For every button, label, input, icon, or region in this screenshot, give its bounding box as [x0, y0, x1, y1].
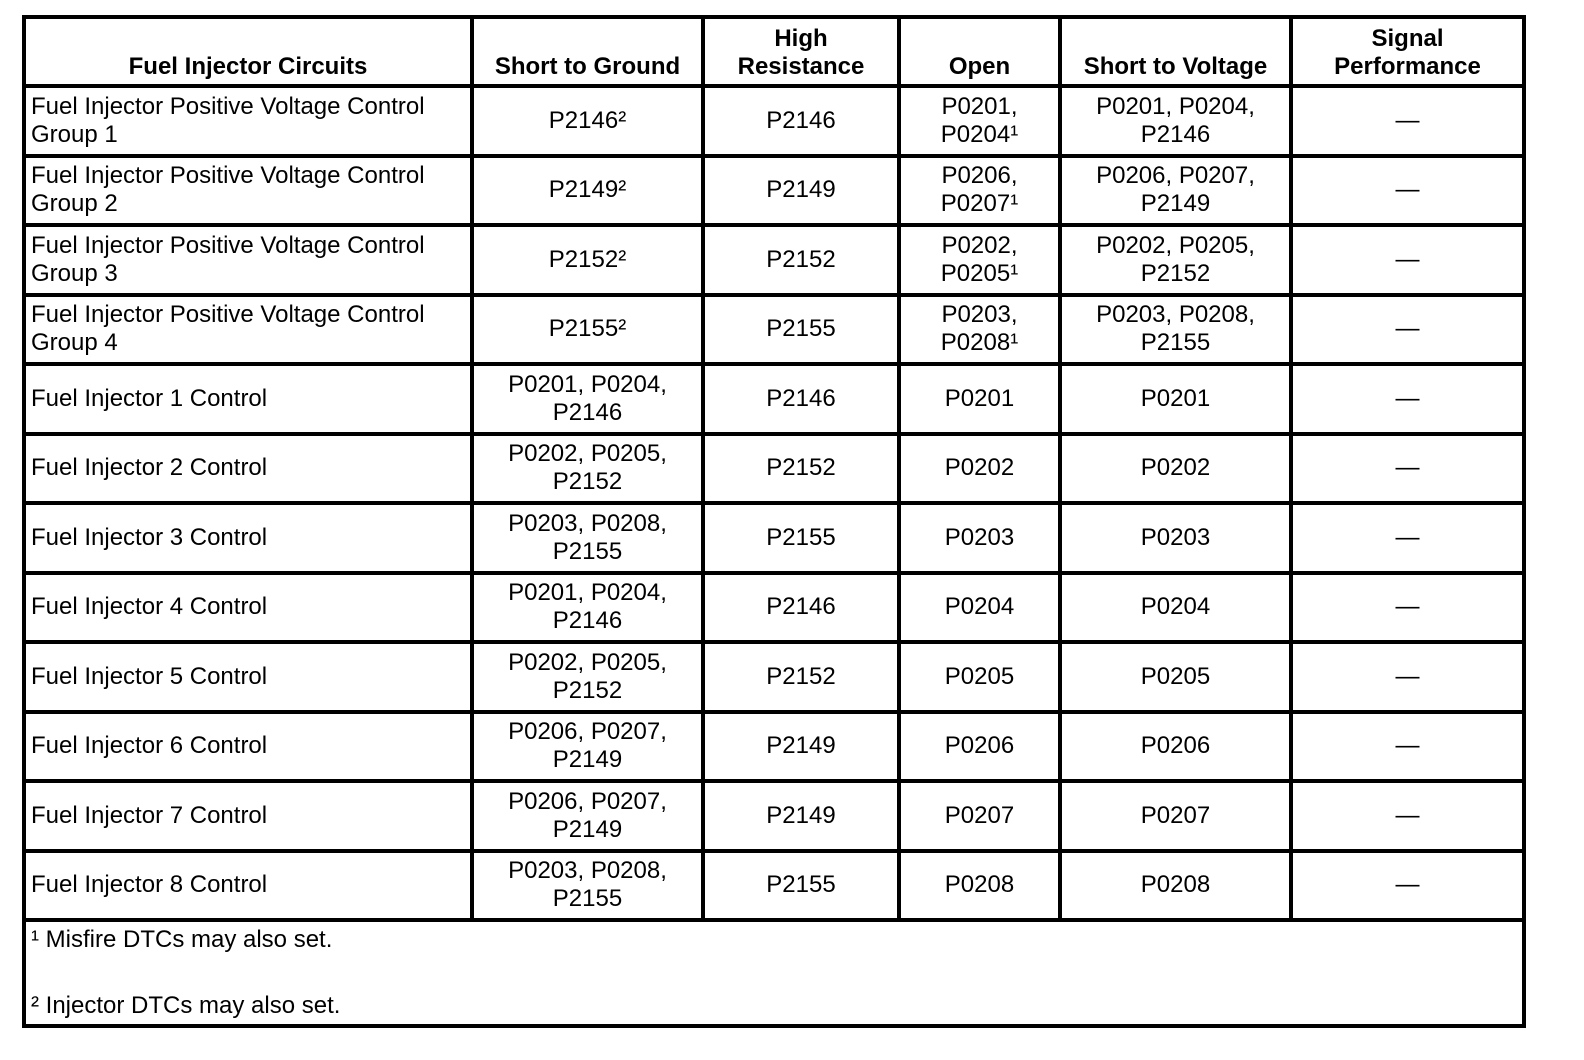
- cell-short-to-ground: [472, 573, 703, 643]
- header-row: [24, 17, 1524, 86]
- cell-circuit: [24, 156, 472, 226]
- cell-text: Fuel Injector 6 Control: [31, 732, 268, 760]
- cell-circuit: [24, 851, 472, 921]
- cell-text: P0202, P0205, P2152: [508, 440, 667, 496]
- cell-high-resistance: [703, 364, 899, 434]
- cell-text: P2152: [766, 245, 836, 273]
- cell-text: P2149: [766, 732, 836, 760]
- cell-short-to-voltage: [1060, 851, 1291, 921]
- cell-text: P2149: [766, 176, 836, 204]
- cell-short-to-ground: [472, 156, 703, 226]
- cell-signal-performance: [1291, 573, 1524, 643]
- table-row: [24, 364, 1524, 434]
- cell-signal-performance: [1291, 86, 1524, 156]
- cell-text: Fuel Injector 7 Control: [31, 801, 268, 829]
- cell-high-resistance: [703, 295, 899, 365]
- cell-circuit: [24, 86, 472, 156]
- cell-text: Fuel Injector 8 Control: [31, 871, 268, 899]
- cell-text: P0204: [1140, 593, 1211, 621]
- cell-text: —: [1395, 593, 1420, 621]
- cell-high-resistance: [703, 503, 899, 573]
- table-row: [24, 712, 1524, 782]
- cell-short-to-ground: [472, 642, 703, 712]
- cell-text: P0201, P0204, P2146: [508, 370, 667, 426]
- footnote-row: [24, 920, 1524, 1026]
- cell-text: P2155: [766, 871, 836, 899]
- cell-text: —: [1395, 523, 1420, 551]
- cell-short-to-voltage: [1060, 503, 1291, 573]
- cell-short-to-voltage: [1060, 156, 1291, 226]
- cell-text: Fuel Injector 5 Control: [31, 662, 268, 690]
- cell-text: P2146: [766, 593, 836, 621]
- cell-high-resistance: [703, 851, 899, 921]
- cell-signal-performance: [1291, 851, 1524, 921]
- cell-short-to-ground: [472, 712, 703, 782]
- cell-circuit: [24, 781, 472, 851]
- cell-text: P2146²: [548, 106, 627, 134]
- cell-signal-performance: [1291, 642, 1524, 712]
- cell-short-to-ground: [472, 295, 703, 365]
- cell-text: P2152²: [548, 245, 627, 273]
- cell-short-to-voltage: [1060, 295, 1291, 365]
- footnote-1: ¹ Misfire DTCs may also set.: [31, 926, 333, 953]
- cell-text: —: [1395, 176, 1420, 204]
- header-fuel-injector-circuits: Fuel Injector Circuits: [24, 17, 472, 86]
- cell-text: Fuel Injector Positive Voltage Control Group 3: [31, 231, 425, 287]
- cell-text: P2146: [766, 384, 836, 412]
- cell-open: [899, 503, 1060, 573]
- cell-signal-performance: [1291, 503, 1524, 573]
- cell-text: P0203: [944, 523, 1015, 551]
- cell-signal-performance: [1291, 156, 1524, 226]
- cell-text: P0206: [944, 732, 1015, 760]
- cell-text: —: [1395, 662, 1420, 690]
- cell-signal-performance: [1291, 781, 1524, 851]
- cell-text: P0208: [1140, 871, 1211, 899]
- cell-text: Fuel Injector 4 Control: [31, 593, 268, 621]
- cell-text: P0206, P0207, P2149: [508, 787, 667, 843]
- cell-text: P0204: [944, 593, 1015, 621]
- cell-signal-performance: [1291, 712, 1524, 782]
- cell-text: P2152: [766, 662, 836, 690]
- cell-circuit: [24, 642, 472, 712]
- cell-text: —: [1395, 315, 1420, 343]
- cell-short-to-voltage: [1060, 781, 1291, 851]
- cell-open: [899, 156, 1060, 226]
- cell-open: [899, 642, 1060, 712]
- cell-text: —: [1395, 245, 1420, 273]
- cell-text: P0206, P0207, P2149: [1096, 162, 1255, 218]
- cell-circuit: [24, 434, 472, 504]
- cell-text: P0206: [1140, 732, 1211, 760]
- cell-text: P0205: [1140, 662, 1211, 690]
- cell-text: P2152: [766, 454, 836, 482]
- table-row: [24, 156, 1524, 226]
- cell-text: —: [1395, 871, 1420, 899]
- cell-short-to-ground: [472, 86, 703, 156]
- footnote-spacer: [31, 954, 1517, 992]
- cell-circuit: [24, 573, 472, 643]
- cell-text: P0203, P0208, P2155: [1096, 301, 1255, 357]
- table-row: [24, 434, 1524, 504]
- header-high-resistance: High Resistance: [703, 17, 899, 86]
- table-row: [24, 851, 1524, 921]
- cell-short-to-ground: [472, 434, 703, 504]
- cell-short-to-ground: [472, 503, 703, 573]
- cell-short-to-voltage: [1060, 573, 1291, 643]
- cell-text: Fuel Injector 3 Control: [31, 523, 268, 551]
- cell-text: Fuel Injector 1 Control: [31, 384, 268, 412]
- cell-text: —: [1395, 106, 1420, 134]
- cell-text: P2155: [766, 523, 836, 551]
- cell-text: P2149: [766, 801, 836, 829]
- header-signal-performance: Signal Performance: [1291, 17, 1524, 86]
- cell-signal-performance: [1291, 295, 1524, 365]
- cell-signal-performance: [1291, 225, 1524, 295]
- cell-text: —: [1395, 384, 1420, 412]
- cell-short-to-ground: [472, 781, 703, 851]
- cell-high-resistance: [703, 434, 899, 504]
- cell-text: P0203: [1140, 523, 1211, 551]
- cell-short-to-ground: [472, 225, 703, 295]
- cell-high-resistance: [703, 712, 899, 782]
- cell-text: Fuel Injector Positive Voltage Control Group 1: [31, 92, 425, 148]
- cell-high-resistance: [703, 573, 899, 643]
- cell-text: P2146: [766, 106, 836, 134]
- table-row: [24, 781, 1524, 851]
- cell-short-to-ground: [472, 851, 703, 921]
- cell-text: P0208: [944, 871, 1015, 899]
- cell-circuit: [24, 712, 472, 782]
- cell-high-resistance: [703, 156, 899, 226]
- cell-short-to-ground: [472, 364, 703, 434]
- dtc-table: [22, 15, 1526, 1028]
- cell-text: P0202, P0205, P2152: [508, 648, 667, 704]
- cell-high-resistance: [703, 225, 899, 295]
- cell-text: —: [1395, 454, 1420, 482]
- cell-circuit: [24, 364, 472, 434]
- cell-open: [899, 86, 1060, 156]
- cell-signal-performance: [1291, 434, 1524, 504]
- cell-text: P0206, P0207¹: [940, 162, 1019, 218]
- header-open: Open: [899, 17, 1060, 86]
- cell-high-resistance: [703, 781, 899, 851]
- table-row: [24, 573, 1524, 643]
- cell-text: Fuel Injector Positive Voltage Control Group 4: [31, 301, 425, 357]
- cell-high-resistance: [703, 86, 899, 156]
- cell-short-to-voltage: [1060, 434, 1291, 504]
- table-row: [24, 503, 1524, 573]
- cell-text: P0207: [944, 801, 1015, 829]
- cell-open: [899, 364, 1060, 434]
- cell-circuit: [24, 225, 472, 295]
- cell-text: P2149²: [548, 176, 627, 204]
- cell-text: P0202: [1140, 454, 1211, 482]
- cell-text: P0203, P0208, P2155: [508, 857, 667, 913]
- cell-text: P0201: [944, 384, 1015, 412]
- cell-short-to-voltage: [1060, 225, 1291, 295]
- footnotes: [24, 920, 1524, 1026]
- footnote-2: ² Injector DTCs may also set.: [31, 992, 341, 1019]
- cell-open: [899, 434, 1060, 504]
- cell-text: Fuel Injector 2 Control: [31, 454, 268, 482]
- cell-open: [899, 712, 1060, 782]
- cell-open: [899, 225, 1060, 295]
- cell-text: P0201: [1140, 384, 1211, 412]
- cell-text: P2155²: [548, 315, 627, 343]
- cell-open: [899, 573, 1060, 643]
- cell-short-to-voltage: [1060, 364, 1291, 434]
- cell-signal-performance: [1291, 364, 1524, 434]
- table-row: [24, 642, 1524, 712]
- cell-text: P0202, P0205, P2152: [1096, 231, 1255, 287]
- cell-high-resistance: [703, 642, 899, 712]
- cell-short-to-voltage: [1060, 86, 1291, 156]
- table-row: [24, 86, 1524, 156]
- cell-open: [899, 781, 1060, 851]
- cell-text: P0203, P0208¹: [940, 301, 1019, 357]
- cell-text: P0207: [1140, 801, 1211, 829]
- cell-text: P0201, P0204¹: [940, 92, 1019, 148]
- cell-open: [899, 295, 1060, 365]
- cell-text: P0206, P0207, P2149: [508, 718, 667, 774]
- cell-text: P0201, P0204, P2146: [1096, 92, 1255, 148]
- table-row: [24, 225, 1524, 295]
- cell-text: P0202, P0205¹: [940, 231, 1019, 287]
- header-short-to-voltage: Short to Voltage: [1060, 17, 1291, 86]
- cell-text: P2155: [766, 315, 836, 343]
- cell-text: P0203, P0208, P2155: [508, 509, 667, 565]
- cell-open: [899, 851, 1060, 921]
- cell-text: P0205: [944, 662, 1015, 690]
- cell-text: P0201, P0204, P2146: [508, 579, 667, 635]
- table-row: [24, 295, 1524, 365]
- cell-circuit: [24, 503, 472, 573]
- cell-text: —: [1395, 801, 1420, 829]
- cell-short-to-voltage: [1060, 642, 1291, 712]
- cell-circuit: [24, 295, 472, 365]
- cell-text: P0202: [944, 454, 1015, 482]
- cell-text: Fuel Injector Positive Voltage Control Group 2: [31, 162, 425, 218]
- cell-short-to-voltage: [1060, 712, 1291, 782]
- cell-text: —: [1395, 732, 1420, 760]
- header-short-to-ground: Short to Ground: [472, 17, 703, 86]
